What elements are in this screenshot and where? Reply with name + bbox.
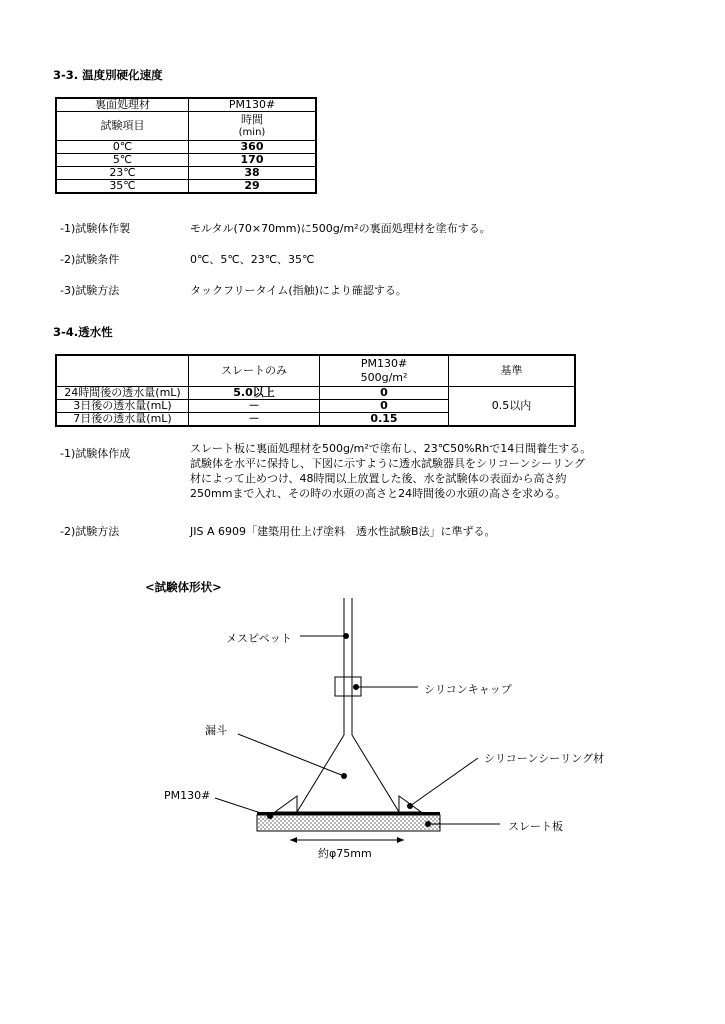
note-label: -3)試験方法: [60, 284, 120, 297]
note-line: スレート板に裏面処理材を500g/m²で塗布し、23℃50%Rhで14日間養生する。: [190, 442, 592, 455]
label-pm130: PM130#: [164, 789, 211, 802]
note-line: 250mmまで入れ、その時の水頭の高さと24時間後の水頭の高さを求める。: [190, 487, 567, 500]
standard-value: 0.5以内: [449, 387, 576, 427]
note-label: -1)試験体作成: [60, 447, 131, 460]
row-label: 3日後の透水量(mL): [56, 400, 189, 413]
header-time-label: 時間: [241, 113, 263, 126]
pm-value: 0.15: [320, 413, 449, 427]
section-3-3-title: 3-3. 温度別硬化速度: [53, 68, 163, 82]
slate-value: 5.0以上: [189, 387, 320, 400]
header-pm: [320, 355, 449, 387]
header-standard: 基準: [449, 355, 576, 387]
pm-value: 0: [320, 400, 449, 413]
slate-value: －: [189, 413, 320, 427]
header-time: [189, 112, 317, 141]
row-label: 24時間後の透水量(mL): [56, 387, 189, 400]
label-slate: スレート板: [508, 820, 563, 833]
label-funnel: 漏斗: [205, 724, 227, 737]
note-label: -2)試験条件: [60, 253, 120, 266]
label-pipette: メスピペット: [226, 632, 292, 645]
table-row: [56, 154, 316, 167]
note-text: JIS A 6909「建築用仕上げ塗料 透水性試験B法」に準ずる。: [190, 525, 496, 538]
note-label: -2)試験方法: [60, 525, 120, 538]
table-row: [56, 180, 316, 194]
table-row: [56, 141, 316, 154]
section-3-4-title: 3-4.透水性: [53, 325, 113, 339]
header-material: 裏面処理材: [56, 98, 189, 112]
temp-cell: 0℃: [56, 141, 189, 154]
sealing-left: [275, 796, 297, 812]
test-apparatus-diagram: [0, 590, 725, 870]
header-item: 試験項目: [56, 112, 189, 141]
note-line: 試験体を水平に保持し、下図に示すように透水試験器具をシリコーンシーリング: [190, 457, 586, 470]
permeability-table: [55, 354, 576, 427]
header-pm-amount: 500g/m²: [360, 371, 408, 384]
time-cell: 170: [189, 154, 317, 167]
curing-speed-table: [55, 97, 317, 194]
note-text: モルタル(70×70mm)に500g/m²の裏面処理材を塗布する。: [190, 222, 491, 235]
funnel-right: [352, 735, 399, 812]
temp-cell: 35℃: [56, 180, 189, 194]
slate-value: －: [189, 400, 320, 413]
diagram-title: <試験体形状>: [145, 580, 222, 594]
time-cell: 360: [189, 141, 317, 154]
note-text: タックフリータイム(指触)により確認する。: [190, 284, 407, 297]
label-sealing: シリコーンシーリング材: [484, 752, 605, 765]
header-slate: スレートのみ: [189, 355, 320, 387]
pm-value: 0: [320, 387, 449, 400]
note-line: 材によって止めつけ、48時間以上放置した後、水を試験体の表面から高さ約: [190, 472, 567, 485]
label-silicone-cap: シリコンキャップ: [424, 683, 512, 696]
temp-cell: 23℃: [56, 167, 189, 180]
row-label: 7日後の透水量(mL): [56, 413, 189, 427]
table-row: [56, 387, 575, 400]
header-blank: [56, 355, 189, 387]
table-row: [56, 167, 316, 180]
time-cell: 38: [189, 167, 317, 180]
slate-board: [257, 815, 440, 831]
note-paragraph: [190, 441, 591, 501]
note-label: -1)試験体作製: [60, 222, 131, 235]
time-cell: 29: [189, 180, 317, 194]
note-text: 0℃、5℃、23℃、35℃: [190, 253, 315, 266]
header-time-unit: (min): [238, 127, 266, 138]
label-dimension: 約φ75mm: [318, 847, 372, 860]
header-pm-name: PM130#: [360, 357, 408, 370]
temp-cell: 5℃: [56, 154, 189, 167]
header-product: PM130#: [189, 98, 317, 112]
